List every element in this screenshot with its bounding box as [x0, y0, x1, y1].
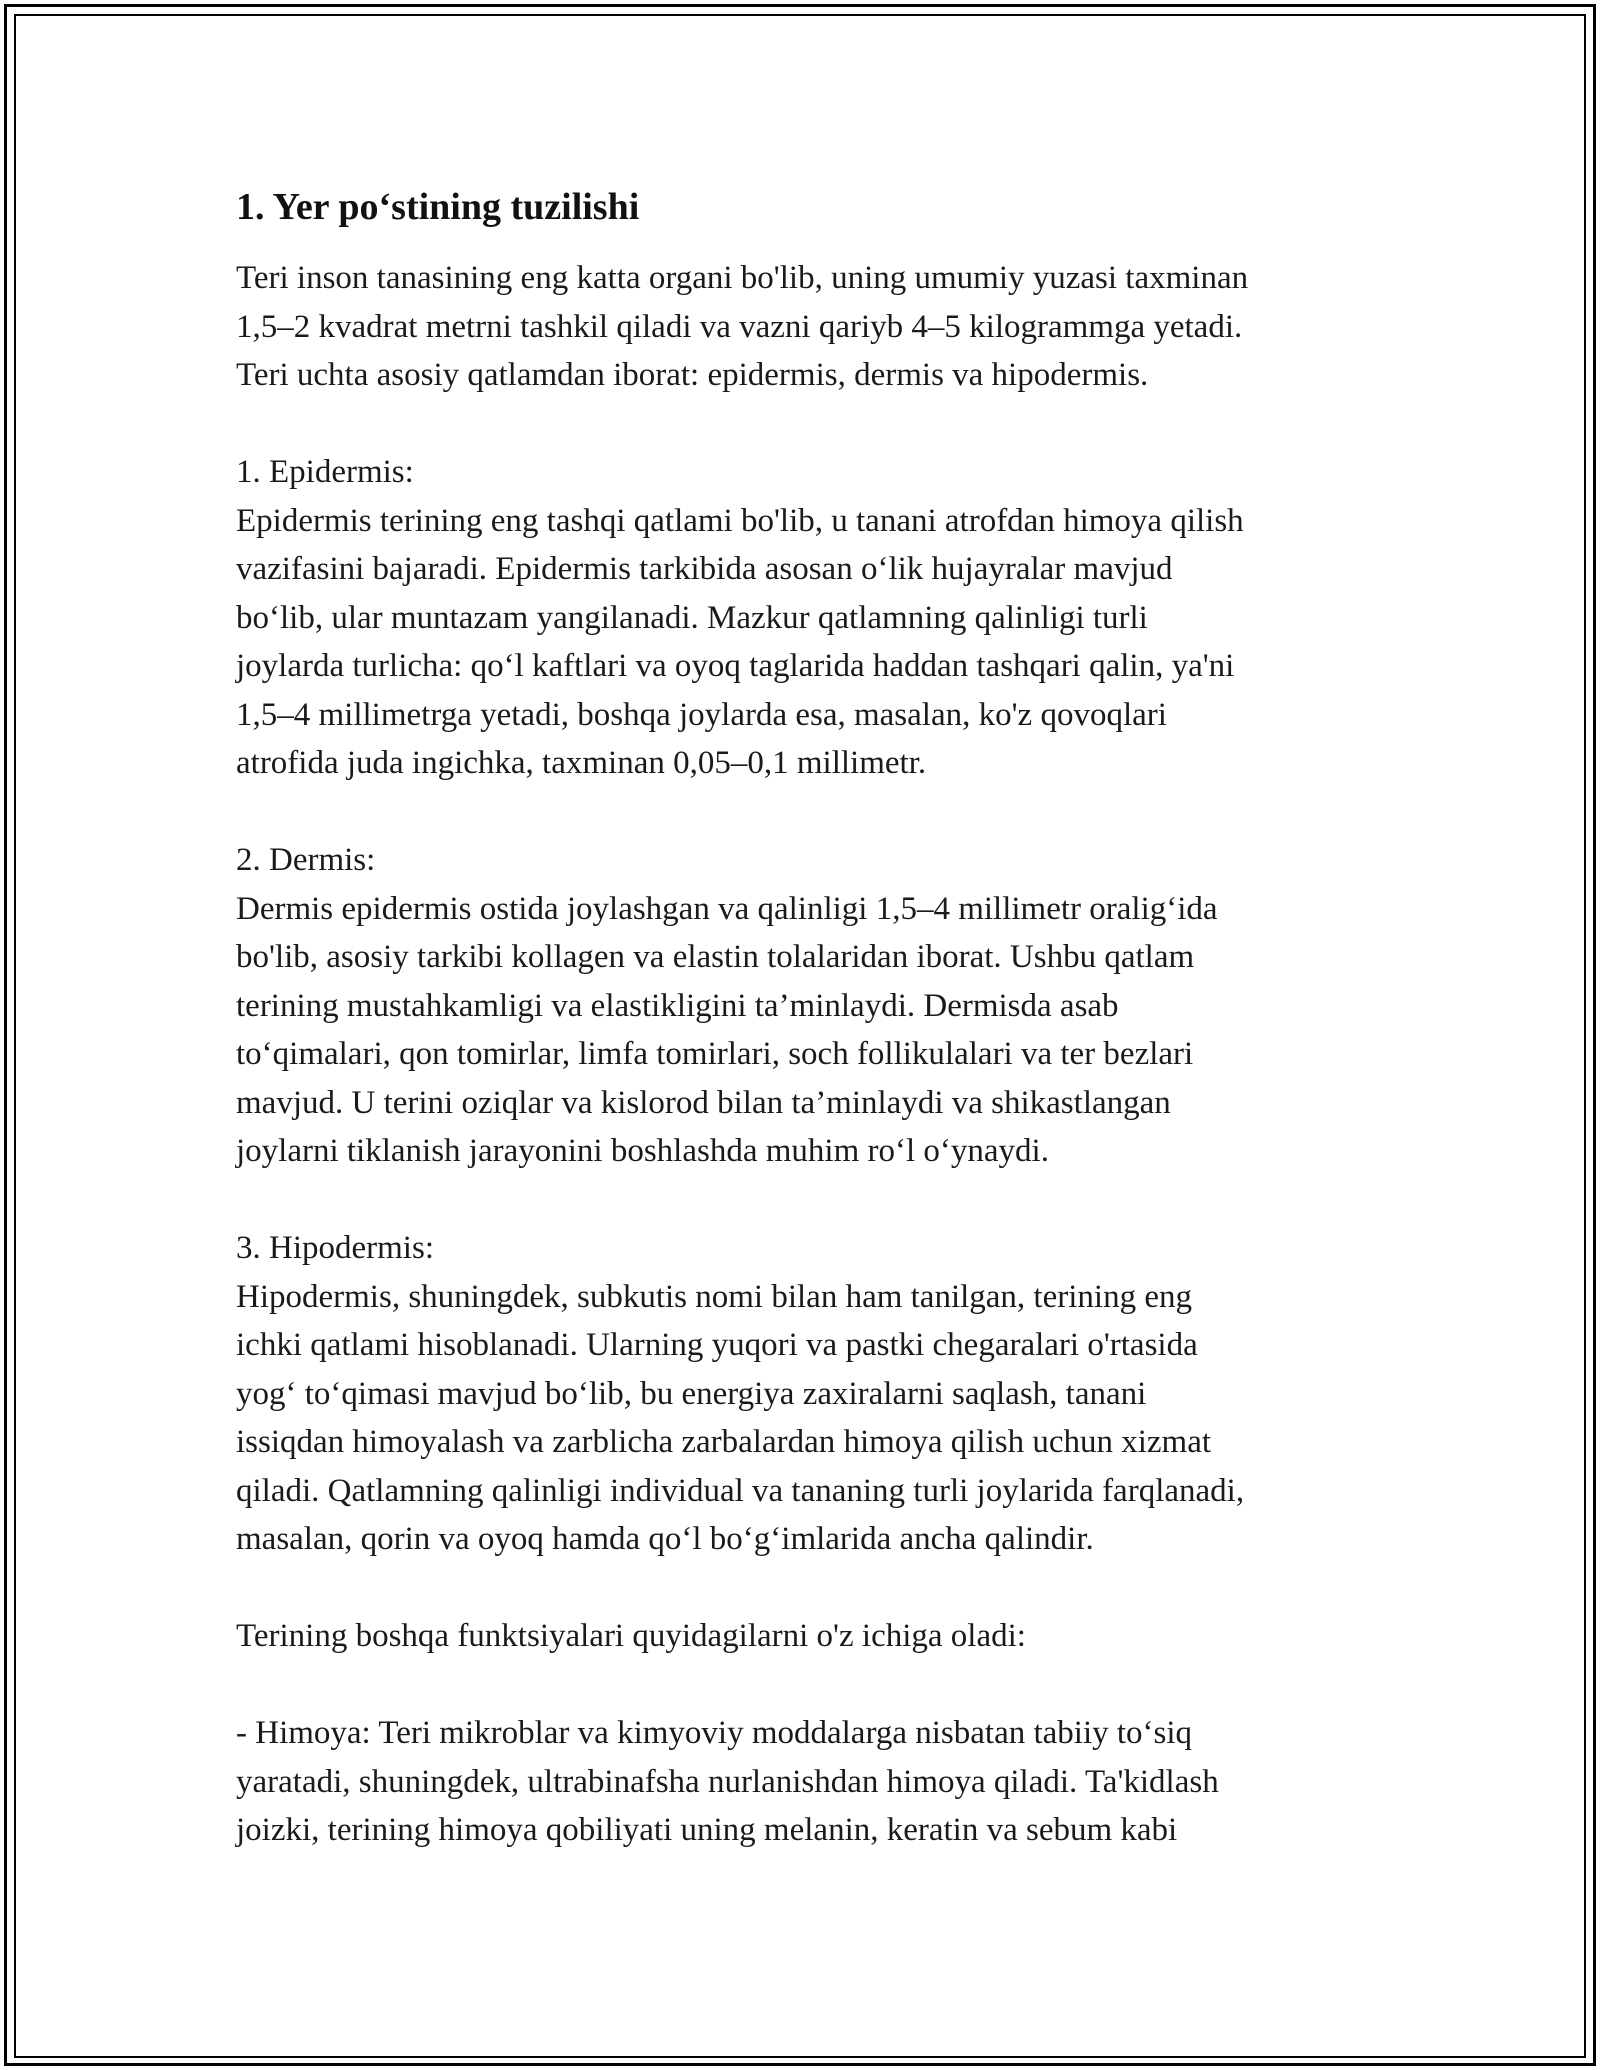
text-line: bo‘lib, ular muntazam yangilanadi. Mazkur qatlamning qalinligi turli — [236, 599, 1148, 636]
text-line: yog‘ to‘qimasi mavjud bo‘lib, bu energiya zaxiralarni saqlash, tanani — [236, 1375, 1147, 1412]
text-line: issiqdan himoyalash va zarblicha zarbalardan himoya qilish uchun xizmat — [236, 1424, 1212, 1460]
text-line: 1,5–4 millimetrga yetadi, boshqa joylarda esa, masalan, ko'z qovoqlari — [236, 696, 1167, 733]
section-heading: 3. Hipodermis: — [236, 1230, 434, 1266]
text-line: Teri uchta asosiy qatlamdan iborat: epidermis, dermis va hipodermis. — [236, 357, 1149, 393]
text-line: Epidermis terining eng tashqi qatlami bo'lib, u tanani atrofdan himoya qilish — [236, 502, 1244, 539]
text-line: - Himoya: Teri mikroblar va kimyoviy moddalarga nisbatan tabiiy to‘siq — [236, 1715, 1193, 1751]
section-heading: 2. Dermis: — [236, 842, 376, 878]
text-line: masalan, qorin va oyoq hamda qo‘l bo‘g‘imlarida ancha qalindir. — [236, 1521, 1094, 1557]
text-line: Teri inson tanasining eng katta organi bo'lib, uning umumiy yuzasi taxminan — [236, 260, 1249, 296]
text-line: yaratadi, shuningdek, ultrabinafsha nurlanishdan himoya qiladi. Ta'kidlash — [236, 1763, 1219, 1800]
functions-intro: Terining boshqa funktsiyalari quyidagilarni o'z ichiga oladi: — [236, 1618, 1026, 1654]
text-line: joizki, terining himoya qobiliyati uning melanin, keratin va sebum kabi — [236, 1812, 1178, 1848]
text-line: to‘qimalari, qon tomirlar, limfa tomirlari, soch follikulalari va ter bezlari — [236, 1036, 1194, 1072]
text-line: vazifasini bajaradi. Epidermis tarkibida asosan o‘lik hujayralar mavjud — [236, 551, 1173, 587]
text-line: Dermis epidermis ostida joylashgan va qalinligi 1,5–4 millimetr oralig‘ida — [236, 890, 1218, 927]
text-line: bo'lib, asosiy tarkibi kollagen va elastin tolalaridan iborat. Ushbu qatlam — [236, 939, 1195, 975]
document-body — [236, 183, 1386, 1855]
text-line: joylarda turlicha: qo‘l kaftlari va oyoq taglarida haddan tashqari qalin, ya'ni — [236, 648, 1235, 684]
text-line: atrofida juda ingichka, taxminan 0,05–0,1 millimetr. — [236, 745, 927, 781]
paragraph-gap — [236, 1661, 1386, 1710]
section-heading: 1. Epidermis: — [236, 454, 414, 490]
document-title: 1. Yer po‘stining tuzilishi — [236, 186, 640, 228]
section-hipodermis — [236, 1224, 1386, 1564]
intro-paragraph — [236, 254, 1386, 400]
paragraph-gap — [236, 400, 1386, 449]
section-epidermis — [236, 448, 1386, 788]
paragraph-gap — [236, 1564, 1386, 1613]
protection-paragraph — [236, 1709, 1386, 1855]
text-line: terining mustahkamligi va elastikligini ta’minlaydi. Dermisda asab — [236, 987, 1119, 1024]
text-line: joylarni tiklanish jarayonini boshlashda muhim ro‘l o‘ynaydi. — [236, 1133, 1049, 1169]
text-line: mavjud. U terini oziqlar va kislorod bilan ta’minlaydi va shikastlangan — [236, 1084, 1171, 1121]
section-dermis — [236, 836, 1386, 1176]
text-line: Hipodermis, shuningdek, subkutis nomi bilan ham tanilgan, terining eng — [236, 1278, 1192, 1315]
text-line: 1,5–2 kvadrat metrni tashkil qiladi va vazni qariyb 4–5 kilogrammga yetadi. — [236, 308, 1243, 345]
text-line: qiladi. Qatlamning qalinligi individual va tananing turli joylarida farqlanadi, — [236, 1472, 1245, 1509]
paragraph-gap — [236, 1176, 1386, 1225]
paragraph-gap — [236, 788, 1386, 837]
text-line: ichki qatlami hisoblanadi. Ularning yuqori va pastki chegaralari o'rtasida — [236, 1327, 1198, 1363]
